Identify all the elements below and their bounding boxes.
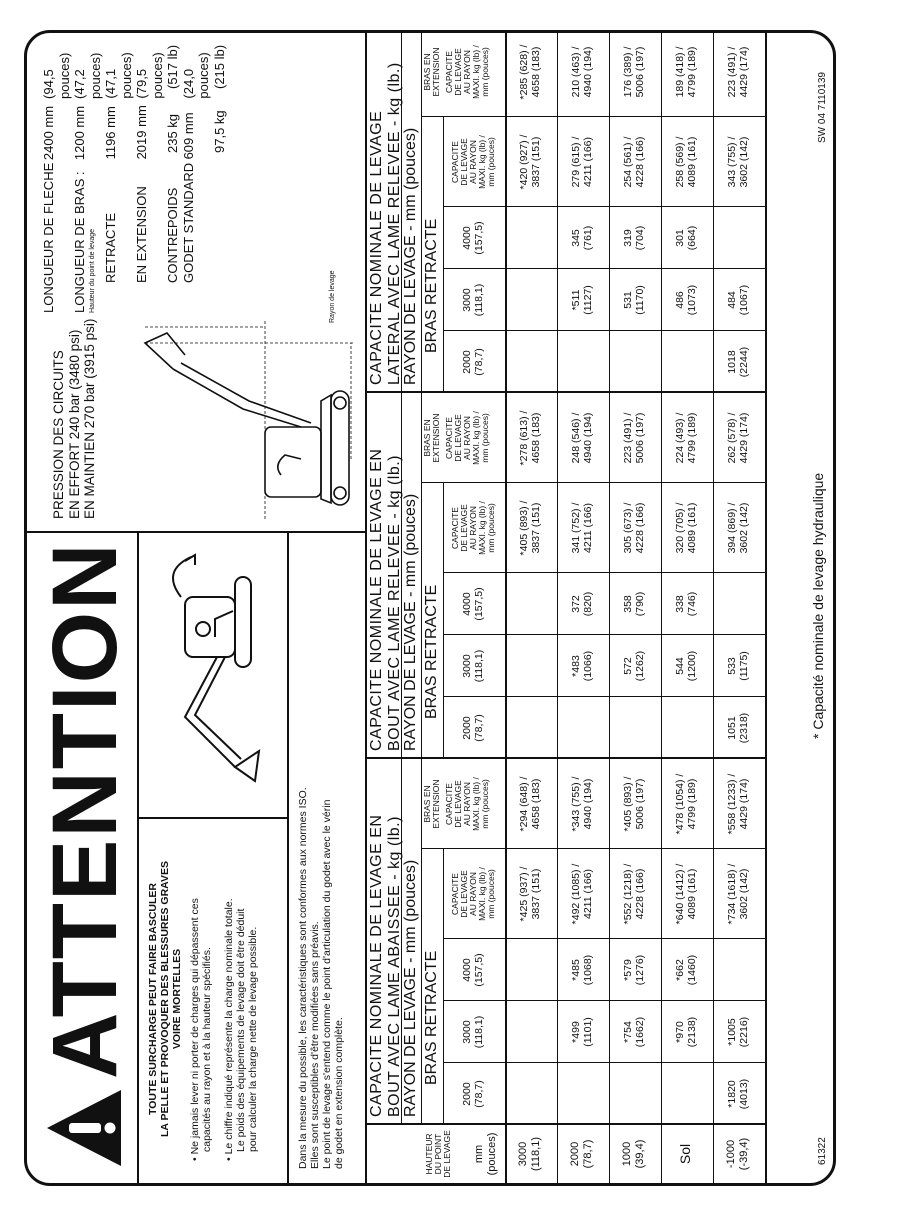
footnote: * Capacité nominale de levage hydraulique [810, 472, 826, 739]
table-cell: 223 (491) / 4429 (174) [726, 46, 750, 98]
column-header: CAPACITE DE LEVAGE AU RAYON MAXI. kg (lb) / mm (pouces) [444, 777, 490, 831]
column-header: 3000 (118,1) [461, 283, 485, 317]
unit-label: mm (pouces) [473, 1132, 498, 1176]
table-cell: 262 (578) / 4429 (174) [726, 412, 750, 464]
diagram-radius-label: Rayon de levage [329, 270, 336, 323]
table-cell: *1820 (4013) [726, 1078, 750, 1110]
table-cell: 341 (752) / 4211 (166) [570, 502, 594, 554]
circuit-pressure: PRESSION DES CIRCUITS EN EFFORT 240 bar (3480 psi) EN MAINTIEN 270 bar (3915 psi) [51, 318, 97, 519]
column-header: CAPACITE DE LEVAGE AU RAYON MAXI. kg (lb) / mm (pouces) [444, 411, 490, 465]
part-number-left: 61322 [817, 1137, 828, 1165]
table-cell: 301 (664) [674, 225, 698, 251]
radius-label: RAYON DE LEVAGE - mm (pouces) [402, 127, 419, 385]
table-cell: *558 (1233) / 4429 (174) [726, 773, 750, 835]
table-cell: *552 (1218) / 4228 (166) [622, 863, 646, 925]
table-cell: *485 (1068) [570, 954, 594, 986]
column-header: CAPACITE DE LEVAGE AU RAYON MAXI. kg (lb) / mm (pouces) [444, 45, 490, 99]
lift-capacity-table [365, 30, 836, 1183]
table-cell: 533 (1175) [726, 651, 750, 681]
warning-bullet-2: • Le chiffre indiqué représente la charge nominale totale. Le poids des équipements de levage doit être déduit pour calculer la charge nette de levage possible. [223, 898, 259, 1161]
column-header: 4000 (157,5) [461, 953, 485, 987]
table-cell: 544 (1200) [674, 650, 698, 682]
table-cell: *970 (2138) [674, 1016, 698, 1048]
row-height-label: 3000 (118,1) [517, 1136, 542, 1172]
table-cell: 258 (569) / 4089 (161) [674, 136, 698, 188]
machine-specs: LONGUEUR DE FLECHE 2400 mm (94,5 pouces) LONGUEUR DE BRAS : 1200 mm (47,2 pouces) RETRACTE 1196 mm (47,1 pouces) EN EXTENSION 2019 mm (79,5 pouces) CONTREPOIDS 235 kg (517 lb) GODET STANDARD 609 mm (24,0 pouces) 97,5 kg (215 lb) [41, 44, 227, 313]
table-cell: *511 (1127) [570, 285, 594, 315]
table-cell: *478 (1054) / 4799 (189) [674, 773, 698, 835]
table-cell: 320 (705) / 4089 (161) [674, 502, 698, 554]
table-cell: 572 (1262) [622, 650, 646, 682]
column-header: 2000 (78,7) [461, 348, 485, 376]
table-cell: 343 (755) / 3602 (142) [726, 136, 750, 188]
radius-label: RAYON DE LEVAGE - mm (pouces) [402, 859, 419, 1117]
table-cell: *294 (648) / 4658 (183) [518, 776, 542, 832]
section-title: CAPACITE NOMINALE DE LEVAGE EN BOUT AVEC LAME ABAISSEE - kg (lb.) [368, 814, 403, 1117]
table-cell: 1051 (2318) [726, 712, 750, 744]
table-cell: 176 (389) / 5006 (197) [622, 46, 646, 98]
column-header: CAPACITE DE LEVAGE AU RAYON MAXI. kg (lb) / mm (pouces) [450, 867, 496, 921]
column-header: CAPACITE DE LEVAGE AU RAYON MAXI. kg (lb) / mm (pouces) [450, 501, 496, 555]
retracted-label: BRAS RETRACTE [423, 584, 440, 719]
table-cell: 210 (463) / 4940 (194) [570, 46, 594, 98]
table-cell: 531 (1170) [622, 285, 646, 315]
column-header: 4000 (157,5) [461, 221, 485, 255]
table-cell: *754 (1662) [622, 1016, 646, 1048]
table-cell: 319 (704) [622, 225, 646, 251]
column-header: 2000 (78,7) [461, 1080, 485, 1108]
lift-point-diagram-icon [105, 319, 355, 519]
extended-label: BRAS EN EXTENSION [422, 413, 441, 463]
iso-notes: Dans la mesure du possible, les caractéristiques sont conformes aux normes ISO. Elles sont susceptibles d'être modifiées sans préavis. Le point de levage s'entend comme le point d'articulation du godet avec le vérin de godet en extension complète. [297, 787, 345, 1169]
table-cell: 338 (746) [674, 591, 698, 617]
column-header: CAPACITE DE LEVAGE AU RAYON MAXI. kg (lb) / mm (pouces) [450, 135, 496, 189]
part-number-right: SW 04 7110139 [817, 72, 828, 143]
table-cell: 254 (561) / 4228 (166) [622, 136, 646, 188]
table-cell: 189 (418) / 4799 (189) [674, 46, 698, 98]
extended-label: BRAS EN EXTENSION [422, 779, 441, 829]
table-cell: 1018 (2244) [726, 346, 750, 378]
retracted-label: BRAS RETRACTE [423, 950, 440, 1085]
section-title: CAPACITE NOMINALE DE LEVAGE LATERAL AVEC LAME RELEVEE - kg (lb.) [368, 62, 403, 385]
table-cell: 248 (546) / 4940 (194) [570, 412, 594, 464]
table-cell: *734 (1618) / 3602 (142) [726, 863, 750, 925]
row-height-label: Sol [677, 1143, 693, 1165]
attention-title: ATTENTION [34, 541, 136, 1079]
table-cell: 358 (790) [622, 591, 646, 617]
diagram-height-label: Hauteur du point de levage [89, 228, 96, 313]
table-cell: *1005 (2216) [726, 1016, 750, 1048]
table-cell: *343 (755) / 4940 (194) [570, 776, 594, 832]
table-cell: *662 (1460) [674, 954, 698, 986]
attention-label [24, 30, 836, 1186]
table-cell: *579 (1276) [622, 954, 646, 986]
table-cell: *405 (893) / 3837 (151) [518, 500, 542, 556]
extended-label: BRAS EN EXTENSION [422, 47, 441, 97]
warning-triangle-icon [43, 1087, 125, 1169]
row-height-label: -1000 (-39,4) [725, 1137, 750, 1171]
table-cell: *420 (927) / 3837 (151) [518, 134, 542, 190]
table-cell: *278 (613) / 4658 (183) [518, 410, 542, 466]
table-cell: 394 (869) / 3602 (142) [726, 502, 750, 554]
section-title: CAPACITE NOMINALE DE LEVAGE EN BOUT AVEC LAME RELEVEE - kg (lb.) [368, 448, 403, 751]
table-cell: *492 (1085) / 4211 (166) [570, 863, 594, 925]
excavator-pictogram-icon [145, 547, 281, 807]
row-height-label: 2000 (78,7) [569, 1139, 594, 1169]
table-cell: *483 (1066) [570, 650, 594, 682]
table-cell: 484 (1067) [726, 284, 750, 316]
retracted-label: BRAS RETRACTE [423, 218, 440, 353]
table-cell: 223 (491) / 5006 (197) [622, 412, 646, 464]
warning-bullet-1: • Ne jamais lever ni porter de charges qui dépassent ces capacités au rayon et à la hauteur spécifiés. [189, 898, 213, 1161]
table-cell: *405 (893) / 5006 (197) [622, 776, 646, 832]
column-header: 3000 (118,1) [461, 649, 485, 683]
table-cell: *640 (1412) / 4089 (161) [674, 863, 698, 925]
table-cell: *285 (628) / 4658 (183) [518, 44, 542, 100]
row-height-label: 1000 (39,4) [621, 1139, 646, 1169]
column-header: 2000 (78,7) [461, 714, 485, 742]
table-cell: 305 (673) / 4228 (166) [622, 502, 646, 554]
table-cell: 372 (820) [570, 591, 594, 617]
table-cell: 486 (1073) [674, 284, 698, 316]
column-header: 3000 (118,1) [461, 1015, 485, 1049]
radius-label: RAYON DE LEVAGE - mm (pouces) [402, 493, 419, 751]
warning-text: TOUTE SURCHARGE PEUT FAIRE BASCULER LA PELLE ET PROVOQUER DES BLESSURES GRAVES VOIRE MORTELLES [147, 861, 183, 1137]
table-cell: *499 (1101) [570, 1017, 594, 1047]
height-header: HAUTEUR DU POINT DE LEVAGE [424, 1130, 452, 1178]
rotated-label-canvas [20, 20, 880, 1190]
table-cell: 224 (493) / 4799 (189) [674, 412, 698, 464]
table-cell: 345 (761) [570, 225, 594, 251]
table-cell: *425 (937) / 3837 (151) [518, 866, 542, 922]
table-cell: 279 (615) / 4211 (166) [570, 136, 594, 188]
column-header: 4000 (157,5) [461, 587, 485, 621]
